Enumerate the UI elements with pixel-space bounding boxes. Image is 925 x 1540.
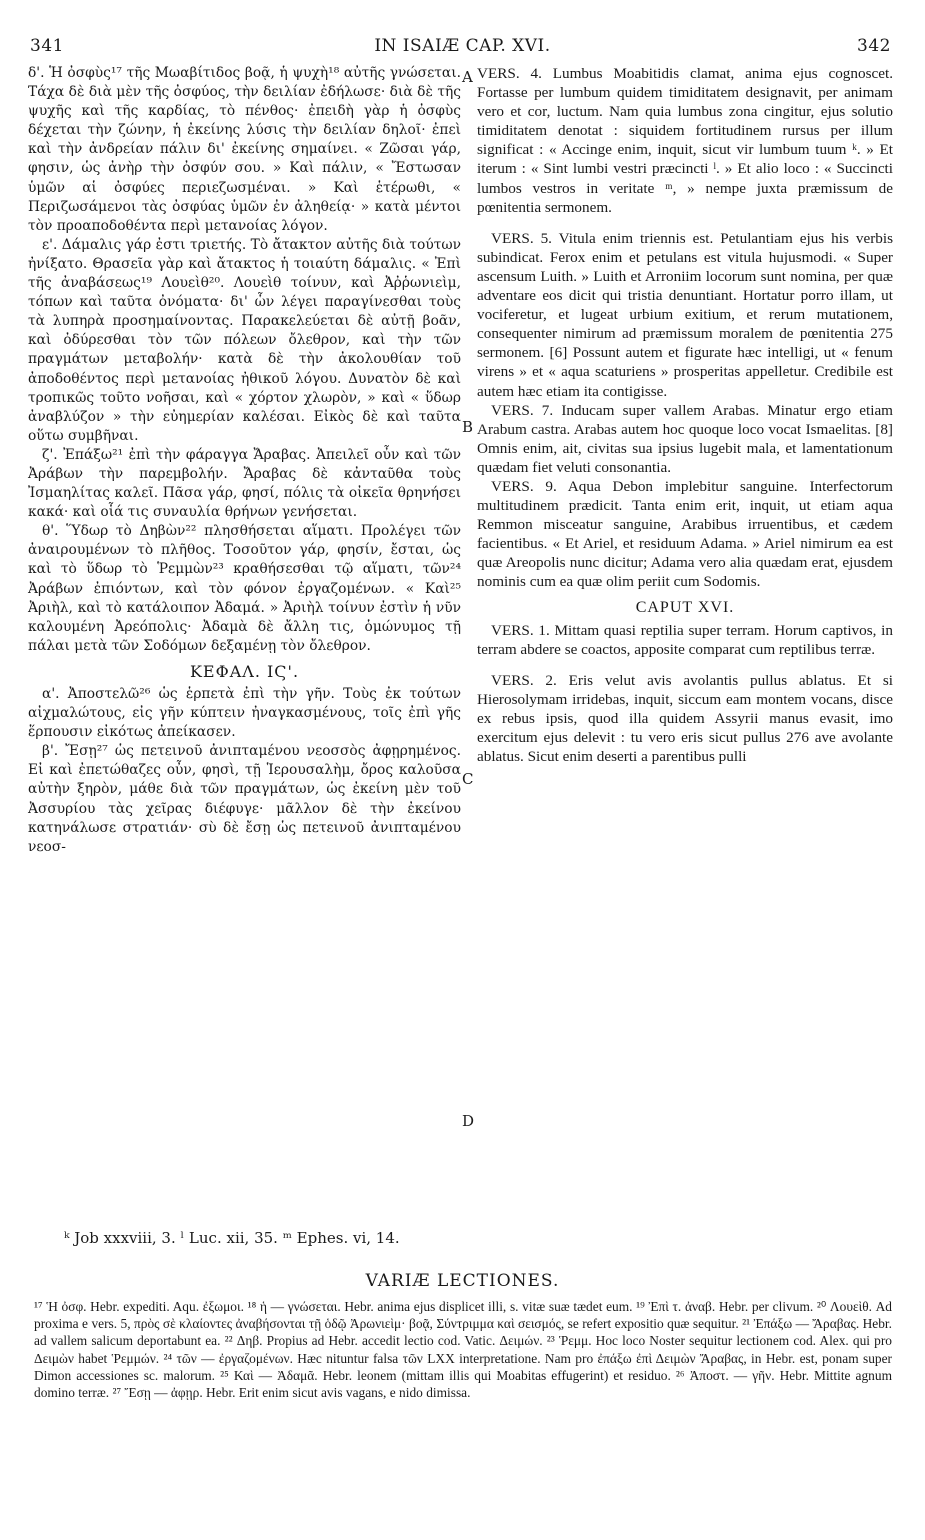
page-number-left: 341: [30, 36, 64, 56]
latin-paragraph-7: VERS. 7. Inducam super vallem Arabas. Minatur ergo etiam Arabum castra. Arabas autem hoc quoque loco vocat Ismaelitas. [8] Omnis enim, ait, civitas sua ipsius lugebit mala, et lamentationum quædam fiet veluti consonantia.: [477, 401, 893, 476]
greek-chapter-heading: ΚΕΦΑΛ. ΙϚ'.: [189, 661, 300, 681]
margin-letter-c: C: [462, 770, 474, 788]
scripture-footnotes: ᵏ Job xxxviii, 3. ˡ Luc. xii, 35. ᵐ Ephes. vi, 14.: [64, 1229, 400, 1247]
greek-paragraph-9: θ'. Ὕδωρ τὸ Δηβὼν²² πλησθήσεται αἵματι. Προλέγει τῶν ἀναιρουμένων τὸ πλῆθος. Τοσοῦτον γάρ, φησίν, ἔσται, ὡς καὶ τὸ ὕδωρ τὸ Ῥεμμὼν²³ κραθήσεσθαι τῷ αἵματι, τῶν²⁴ Ἀράβων ἐπιόντων, καὶ τὸν φόνον ἐργαζομένων. « Καὶ²⁵ Ἀριὴλ, καὶ τὸ κατάλοιπον Ἀδαμά. » Ἀριὴλ τοίνυν ἐστὶν ἡ νῦν καλουμένη Ἀρεόπολις· Ἀδαμὰ δὲ ἄλλη τις, ὁμώνυμος τῇ πάλαι μετὰ τῶν Σοδόμων δεξαμένῃ τὸν ὄλεθρον.: [28, 523, 461, 654]
greek-chapter-paragraph-2: β'. Ἔσῃ²⁷ ὡς πετεινοῦ ἀνιπταμένου νεοσσὸς ἀφῃρημένος. Εἰ καὶ ἐπετώθαζες οὖν, φησὶ, τῇ Ἱερουσαλὴμ, ὄρος καλοῦσα αὐτὴν ξηρὸν, μάθε διὰ τῶν πραγμάτων, ὡς ἐκείνη μὲν τοῦ Ἀσσυρίου τὰς χεῖρας διέφυγε· μᾶλλον δὲ τὴν ἐκείνου κατηνάλωσε στρατιάν· σὺ δὲ ἔσῃ ὡς πετεινοῦ ἀνιπταμένου νεοσ-: [28, 743, 461, 855]
variae-lectiones-title: VARIÆ LECTIONES.: [365, 1271, 560, 1291]
latin-chapter-paragraph-2: VERS. 2. Eris velut avis avolantis pullus ablatus. Et si Hierosolymam irridebas, inquit, siccum eam montem vocans, disce ex rebus ipsis, quod illa quidem Assyrii manus evasit, imo exercitum ejus delevit : tu vero eris sicut pullus 276 ave avolante ablatus. Sicut enim deserti a parentibus pulli: [477, 671, 893, 766]
latin-column: [477, 64, 893, 766]
latin-chapter-heading: CAPUT XVI.: [635, 598, 735, 616]
running-title: IN ISAIÆ CAP. XVI.: [374, 36, 551, 56]
latin-paragraph-4: VERS. 4. Lumbus Moabitidis clamat, anima ejus cognoscet. Fortasse per lumbum quidem timiditatem designavit, per animam vero et cor, luctum. Nam quia lumbus zona cingitur, ejus solutio timiditatem denotat : siquidem fortitudinem rursus per illum significat : « Accinge enim, inquit, sicut vir lumbum tuum ᵏ. » Et iterum : « Sint lumbi vestri præcincti ˡ. » Et alio loco : « Succincti lumbos vestros in veritate ᵐ, » nempe juxta præmissum de pœnitentia sermonem.: [477, 65, 893, 216]
greek-paragraph-5: ε'. Δάμαλις γάρ ἐστι τριετής. Τὸ ἄτακτον αὐτῆς διὰ τούτων ἠνίξατο. Θρασεῖα γὰρ καὶ ἄτακτος ἡ τοιαύτη δάμαλις. « Ἐπὶ τῆς ἀναβάσεως¹⁹ Λουεὶθ²⁰. Λουεὶθ τοίνυν, καὶ Ἀῤῥωνιεὶμ, τόπων καὶ ταῦτα ὀνόματα· δι' ὧν λέγει παραγίνεσθαι τοὺς τὰ λυπηρὰ προσημαίνοντας. Παρακελεύεται δὲ αὐτῇ βοᾶν, καὶ ὀδύρεσθαι τὸν τῶν πόλεων ὄλεθρον, καὶ τὴν τῶν πραγμάτων μεταβολήν· κατὰ δὲ τὴν ἀκολουθίαν τοῦ ἀποδοθέντος περὶ μετανοίας ἠθικοῦ λόγου. Δυνατὸν δὲ καὶ τροπικῶς τοῦτο νοῆσαι, καὶ « χόρτον χλωρὸν, » καὶ « ὕδωρ ἀναβλύζον » τὴν εὐημερίαν καλέσαι. Εἰκὸς δὲ καὶ ταῦτα οὕτω συμβῆναι.: [28, 236, 461, 444]
variae-lectiones-text: ¹⁷ Ἡ ὀσφ. Hebr. expediti. Aqu. ἐξωμοι. ¹⁸ ἡ — γνώσεται. Hebr. anima ejus displicet illi, s. vitæ suæ tædet eum. ¹⁹ Ἐπὶ τ. ἀναβ. Hebr. per clivum. ²⁰ Λουεὶθ. Ad proxima e vers. 5, πρὸς σὲ κλαίοντες ἀναβήσονται τῇ ὁδῷ Ἀρωνιεὶμ· βοᾷ, Σύντριμμα καὶ σεισμός, se refert expositio quæ sequitur. ²¹ Ἐπάξω — Ἄραβας. Hebr. ad vallem salicum deportabunt ea. ²² Δηβ. Propius ad Hebr. accedit lectio cod. Vatic. Δειμών. ²³ Ῥεμμ. Hoc loco Noster sequitur lectionem cod. Alex. qui pro Δειμὼν habet Ῥεμμών. ²⁴ τῶν — ἐργαζομένων. Hæc nituntur falsa τῶν LXX interpretatione. Nam pro ἐπάξω ἐπὶ Δειμὼν Ἄραβας, in Hebr. est, ponam super Dimon accessiones sc. malorum. ²⁵ Καὶ — Ἀδαμᾶ. Hebr. leonem (mittam illis qui Moabitas effugerint) et residuo. ²⁶ Ἀποστ. — γῆν. Hebr. Mittite agnum domino terræ. ²⁷ Ἔσῃ — ἀφῃρ. Hebr. Erit enim sicut avis vagans, e nido dimissa.: [34, 1299, 892, 1401]
margin-letter-b: B: [462, 418, 474, 436]
margin-letter-a: A: [462, 68, 473, 86]
greek-column: [28, 64, 461, 857]
page-number-right: 342: [857, 36, 891, 56]
latin-chapter-paragraph-1: VERS. 1. Mittam quasi reptilia super terram. Horum captivos, in terram abdere se coactos, apposite comparat cum reptilibus terræ.: [477, 621, 893, 658]
latin-paragraph-9: VERS. 9. Aqua Debon implebitur sanguine. Interfectorum multitudinem prædicit. Tanta enim erit, inquit, ut etiam aqua Remmon misceatur sanguine, Arabibus irruentibus, et cædem facientibus. « Et Ariel, et residuum Adama. » Ariel nimirum ea est quæ Areopolis nunc dicitur; Adama vero alia quædam erat, ejusdem nominis cum ea quæ olim periit cum Sodomis.: [477, 477, 893, 591]
greek-chapter-paragraph-1: α'. Ἀποστελῶ²⁶ ὡς ἑρπετὰ ἐπὶ τὴν γῆν. Τοὺς ἐκ τούτων αἰχμαλώτους, εἰς γῆν κύπτειν ἠναγκασμένους, τοῖς ἐπὶ γῆς ἕρπουσιν εἰκότως ἀπείκασεν.: [28, 686, 461, 741]
greek-paragraph-4: δ'. Ἡ ὀσφὺς¹⁷ τῆς Μωαβίτιδος βοᾷ, ἡ ψυχὴ¹⁸ αὐτῆς γνώσεται. Τάχα δὲ διὰ μὲν τῆς ὀσφύος, τὴν δειλίαν ἐδήλωσε· διὰ δὲ τῆς ψυχῆς καὶ τῆς καρδίας, τὸ πένθος· ἐπειδὴ γὰρ ἡ ὀσφὺς δέχεται τὴν ζώνην, ἡ ἐκείνης λύσις τὴν δειλίαν δηλοῖ· ἐπεὶ καὶ τὴν ἀνδρείαν πάλιν δι' ἐκείνης σημαίνει. « Ζῶσαι γάρ, φησιν, ὡς ἀνὴρ τὴν ὀσφύν σου. » Καὶ πάλιν, « Ἔστωσαν ὑμῶν αἱ ὀσφύες περιεζωσμέναι. » Καὶ ἑτέρωθι, « Περιζωσάμενοι τὰς ὀσφύας ὑμῶν ἐν ἀληθείᾳ· » κατὰ μέντοι τὸν προαποδοθέντα περὶ μετανοίας λόγον.: [28, 65, 461, 234]
latin-paragraph-5: VERS. 5. Vitula enim triennis est. Petulantiam ejus his verbis subindicat. Ferox enim et petulans est vitula hujusmodi. « Super ascensum Luith. » Luith et Arroniim locorum sunt nomina, per quæ adventare eos dicit qui tristia denuntiant. Hortatur porro illam, ut vociferetur, et lugeat urbium exitium, et rerum mutationem, consequenter nimirum ad præmissum moralem de pœnitentia 275 sermonem. [6] Possunt autem et figurate hæc intelligi, ut « fenum virens » et « aqua scaturiens » prosperitas appelletur. Credibile est autem hæc etiam ita contigisse.: [477, 229, 893, 400]
margin-letter-d: D: [462, 1112, 475, 1130]
greek-paragraph-7: ζ'. Ἐπάξω²¹ ἐπὶ τὴν φάραγγα Ἄραβας. Ἀπειλεῖ οὖν καὶ τῶν Ἀράβων τὴν παρεμβολήν. Ἄραβας δὲ κἀνταῦθα τοὺς Ἰσμαηλίτας καλεῖ. Πᾶσα γάρ, φησί, πόλις τὰ οἰκεῖα θρηνήσει κακά· καὶ οἷά τις συναυλία θρήνων γενήσεται.: [28, 446, 461, 521]
